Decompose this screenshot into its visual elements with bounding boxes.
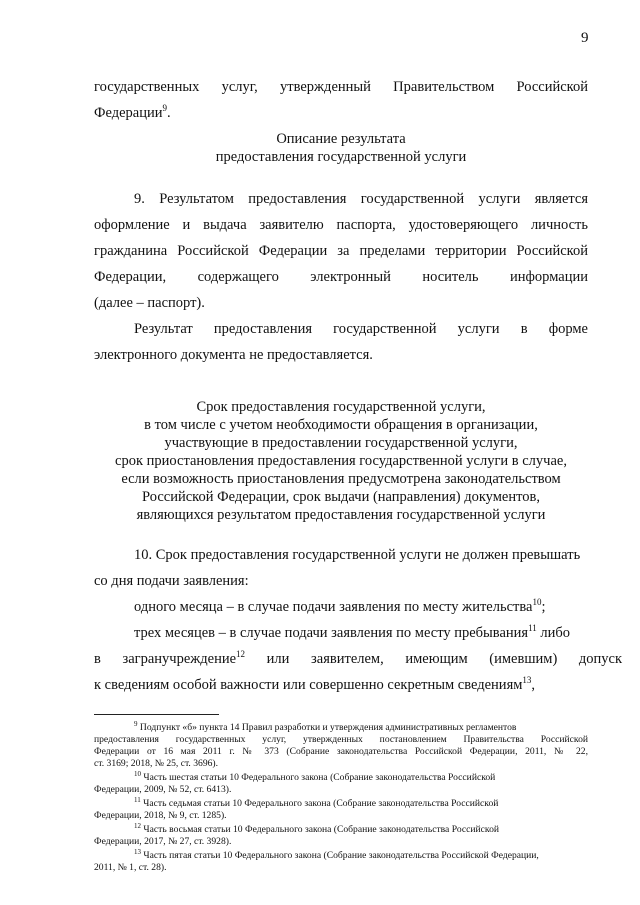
para-10-line-2: со дня подачи заявления: [94, 573, 249, 589]
footnote-ref-12[interactable]: 12 [236, 649, 246, 660]
footnote-10-line-1: $^{10}$ Часть шестая статьи 10 Федерального закона (Собрание законодательства Российской [134, 769, 496, 783]
para-10-line-6: к сведениям особой важности или совершенно секретным сведениям$^{13}$, [94, 675, 536, 693]
page-number: 9 [581, 30, 589, 46]
footnote-ref-9[interactable]: 9 [162, 103, 167, 114]
para-9-line-5: (далее – паспорт). [94, 295, 205, 311]
footnote-11-line-1: $^{11}$ Часть седьмая статьи 10 Федерального закона (Собрание законодательства Российской [134, 795, 499, 809]
para-9-line-2: оформление и выдача заявителю паспорта, удостоверяющего личность [94, 217, 588, 233]
section-heading-1-line-2: предоставления государственной услуги [215, 149, 467, 165]
footnote-11-line-2: Федерации, 2018, № 9, ст. 1285). [94, 810, 227, 821]
section-heading-2-line-6: Российской Федерации, срок выдачи (направления) документов, [142, 489, 540, 505]
intro-line-2: Федерации$^9$. [94, 103, 171, 121]
para-10-line-5: в загранучреждение$^{12}$ или заявителем, имеющим (имевшим) допуск [94, 649, 623, 667]
footnote-ref-11[interactable]: 11 [528, 623, 537, 634]
para-9-line-4: Федерации, содержащего электронный носитель информации [94, 269, 588, 285]
section-heading-2-line-7: являющихся результатом предоставления государственной услуги [136, 507, 546, 523]
section-heading-2-line-5: если возможность приостановления предусмотрена законодательством [121, 471, 561, 487]
para-9-line-1: 9. Результатом предоставления государственной услуги является [134, 191, 588, 207]
footnote-12-line-2: Федерации, 2017, № 27, ст. 3928). [94, 836, 232, 847]
para-10-line-3: одного месяца – в случае подачи заявления по месту жительства$^{10}$; [134, 597, 546, 615]
footnote-ref-10[interactable]: 10 [532, 597, 542, 608]
section-heading-2-line-2: в том числе с учетом необходимости обращения в организации, [144, 417, 538, 433]
section-heading-2-line-4: срок приостановления предоставления государственной услуги в случае, [115, 453, 567, 469]
footnote-separator [94, 714, 219, 715]
para-9b-line-1: Результат предоставления государственной услуги в форме [134, 321, 588, 337]
footnote-9-line-4: ст. 3169; 2018, № 25, ст. 3696). [94, 758, 219, 769]
footnote-9-line-3: Федерации от 16 мая 2011 г. № 373 (Собрание законодательства Российской Федерации, 2011, № 22, [94, 746, 588, 757]
para-9-line-3: гражданина Российской Федерации за пределами территории Российской [94, 243, 588, 259]
footnote-9-line-2: предоставления государственных услуг, утвержденных постановлением Правительства Российской [94, 734, 588, 745]
footnote-10-line-2: Федерации, 2009, № 52, ст. 6413). [94, 784, 232, 795]
section-heading-2-line-3: участвующие в предоставлении государственной услуги, [164, 435, 518, 451]
footnote-9-line-1: $^9$ Подпункт «б» пункта 14 Правил разработки и утверждения административных регламентов [134, 719, 517, 733]
footnote-12-line-1: $^{12}$ Часть восьмая статьи 10 Федерального закона (Собрание законодательства Российской [134, 821, 499, 835]
section-heading-1-line-1: Описание результата [276, 131, 406, 147]
intro-line-1: государственных услуг, утвержденный Правительством Российской [94, 79, 588, 95]
para-10-line-1: 10. Срок предоставления государственной услуги не должен превышать [134, 547, 581, 563]
para-9b-line-2: электронного документа не предоставляется. [94, 347, 373, 363]
footnote-13-line-1: $^{13}$ Часть пятая статьи 10 Федерального закона (Собрание законодательства Российской Федерации, [134, 847, 539, 861]
footnote-13-line-2: 2011, № 1, ст. 28). [94, 862, 167, 873]
section-heading-2-line-1: Срок предоставления государственной услуги, [196, 399, 486, 415]
footnote-ref-13[interactable]: 13 [522, 675, 532, 686]
para-10-line-4: трех месяцев – в случае подачи заявления по месту пребывания$^{11}$ либо [134, 623, 570, 641]
